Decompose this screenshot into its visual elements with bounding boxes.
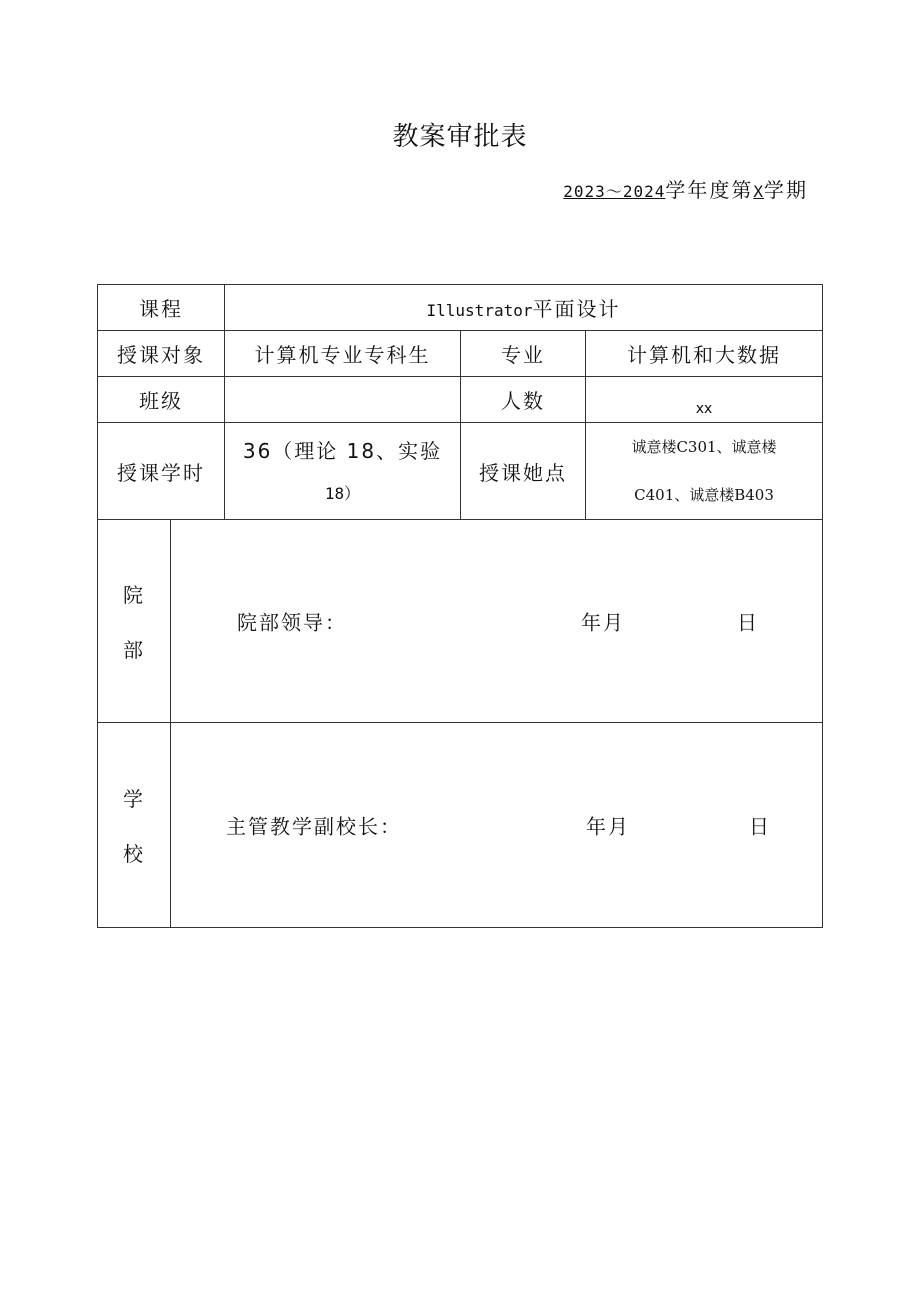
course-value <box>225 285 823 331</box>
row-hours <box>98 423 823 520</box>
course-value-cn: 平面设计 <box>532 297 621 321</box>
dept-label <box>98 579 170 663</box>
hours-value <box>225 423 461 520</box>
row-target <box>98 331 823 377</box>
school-signature <box>171 723 822 927</box>
row-class <box>98 377 823 423</box>
dept-day: 日 <box>737 610 759 635</box>
term-number: X <box>753 182 764 201</box>
course-value-en: Illustrator <box>426 301 533 320</box>
major-value: 计算机和大数据 <box>586 331 823 377</box>
dept-label-char-1: 院 <box>123 583 145 607</box>
page-title: 教案审批表 <box>392 122 528 152</box>
approval-table <box>97 284 823 928</box>
place-label: 授课她点 <box>461 423 586 520</box>
dept-label-cell <box>98 520 171 723</box>
count-label: 人数 <box>461 377 586 423</box>
class-label: 班级 <box>98 377 225 423</box>
school-label <box>98 783 170 867</box>
count-value-text: xx <box>695 400 713 417</box>
school-label-cell <box>98 723 171 928</box>
school-signature-cell <box>171 723 823 928</box>
dept-signature <box>171 520 822 722</box>
hours-line-2: 18） <box>324 484 361 503</box>
class-value <box>225 377 461 423</box>
term-line <box>563 174 808 203</box>
row-dept <box>98 520 823 723</box>
term-end: 学期 <box>764 178 808 202</box>
row-school <box>98 723 823 928</box>
school-label-char-2: 校 <box>123 842 145 866</box>
term-mid: 学年度第 <box>665 178 754 202</box>
row-course <box>98 285 823 331</box>
place-line-2: C401、诚意楼B403 <box>634 486 774 504</box>
target-label: 授课对象 <box>98 331 225 377</box>
major-label: 专业 <box>461 331 586 377</box>
school-leader-label: 主管教学副校长： <box>226 814 402 839</box>
dept-leader-label: 院部领导： <box>237 610 347 635</box>
school-label-char-1: 学 <box>123 787 145 811</box>
place-value <box>586 423 823 520</box>
hours-line-1: 36（理论 18、实验 <box>242 439 443 463</box>
school-day: 日 <box>749 814 771 839</box>
dept-signature-cell <box>171 520 823 723</box>
count-value <box>586 377 823 423</box>
course-label: 课程 <box>98 285 225 331</box>
target-value: 计算机专业专科生 <box>225 331 461 377</box>
year-range: 2023～2024 <box>563 182 666 201</box>
dept-year-month: 年月 <box>581 610 625 635</box>
hours-label: 授课学时 <box>98 423 225 520</box>
dept-label-char-2: 部 <box>123 638 145 662</box>
place-line-1: 诚意楼C301、诚意楼 <box>631 438 777 456</box>
school-year-month: 年月 <box>586 814 630 839</box>
